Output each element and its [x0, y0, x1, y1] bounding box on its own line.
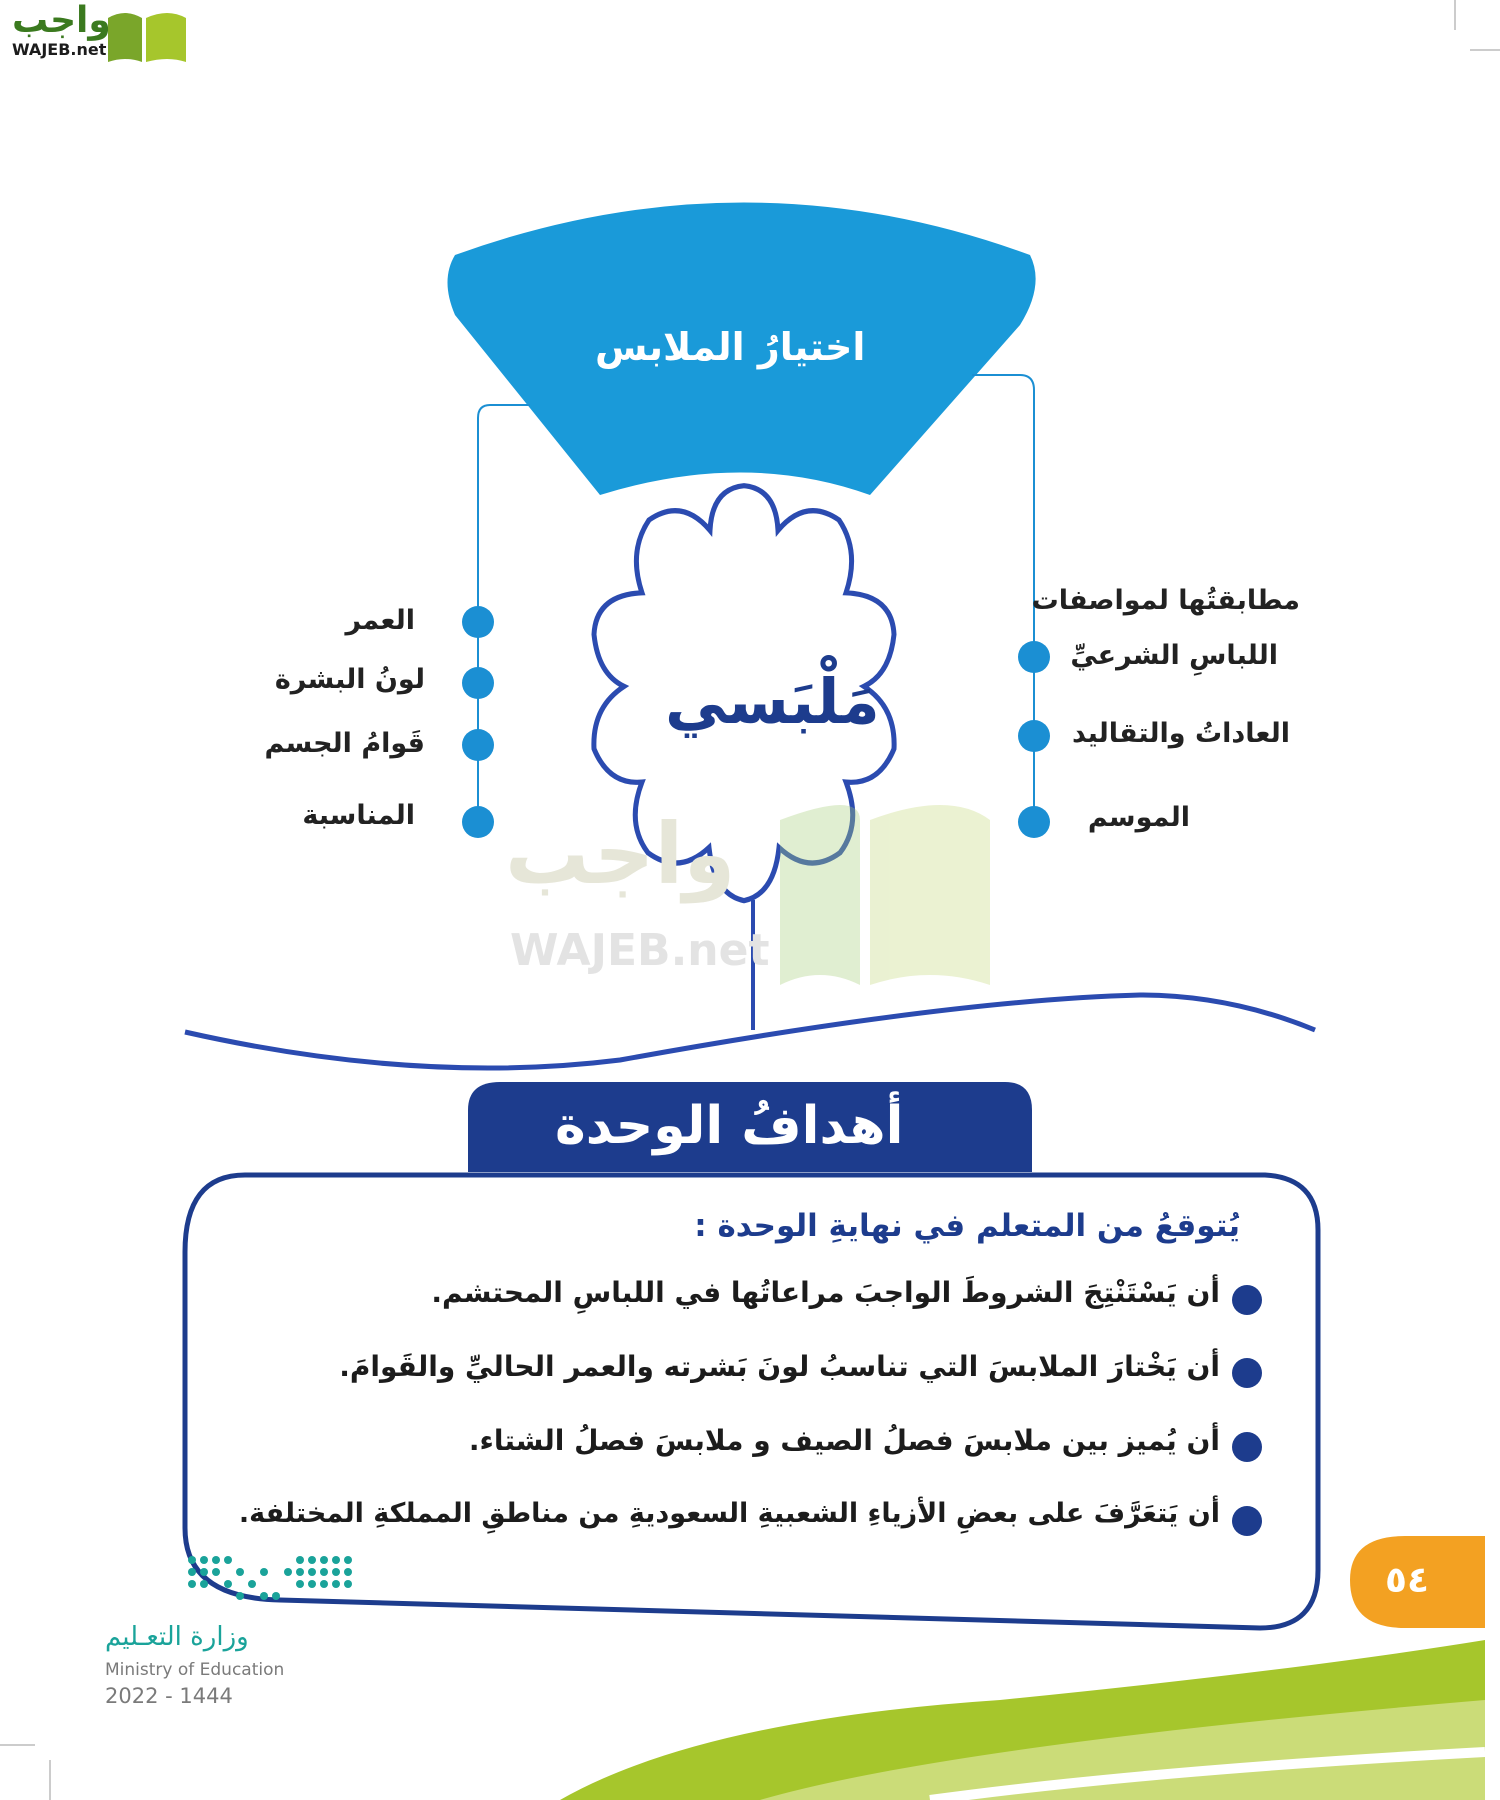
ministry-arabic: وزارة التعـليم	[105, 1622, 249, 1652]
left-item-occasion: المناسبة	[302, 800, 415, 831]
right-item-specs-line2: اللباسِ الشرعيِّ	[1070, 640, 1278, 671]
wajeb-logo-latin: WAJEB.net	[12, 40, 107, 59]
right-dot-1	[1018, 641, 1050, 673]
left-item-skin-color: لونُ البشرة	[274, 664, 425, 695]
left-dot-2	[462, 667, 494, 699]
wajeb-logo-arabic: واجب	[12, 0, 111, 41]
wajeb-logo-book-icon	[108, 13, 186, 62]
ground-curve	[185, 995, 1315, 1068]
objectives-title: أهدافُ الوحدة	[555, 1096, 904, 1156]
left-item-age: العمر	[345, 605, 415, 636]
diagram-header: اختيارُ الملابس	[595, 325, 866, 369]
objective-bullet-4	[1232, 1506, 1262, 1536]
right-dot-2	[1018, 720, 1050, 752]
objective-bullet-2	[1232, 1358, 1262, 1388]
objective-bullet-1	[1232, 1285, 1262, 1315]
right-dot-3	[1018, 806, 1050, 838]
objectives-intro: يُتوقعُ من المتعلم في نهايةِ الوحدة :	[694, 1208, 1240, 1244]
objective-item-3: أن يُميز بين ملابسَ فصلُ الصيف و ملابسَ فصلُ الشتاء.	[468, 1424, 1220, 1457]
objective-item-2: أن يَخْتارَ الملابسَ التي تناسبُ لونَ بَشرته والعمر الحاليِّ والقَوامَ.	[339, 1350, 1220, 1383]
left-dot-4	[462, 806, 494, 838]
diagram-center-label: مَلْبَسي	[665, 665, 880, 738]
left-item-body-shape: قَوامُ الجسم	[264, 728, 425, 759]
watermark-arabic: واجب	[505, 805, 736, 903]
ministry-year: 2022 - 1444	[105, 1684, 233, 1708]
right-item-customs: العاداتُ والتقاليد	[1072, 718, 1290, 749]
page-number: ٥٤	[1385, 1560, 1429, 1601]
objective-item-1: أن يَسْتَنْتِجَ الشروطَ الواجبَ مراعاتُها في اللباسِ المحتشم.	[431, 1276, 1220, 1309]
watermark-book-icon	[780, 805, 990, 985]
watermark-latin: WAJEB.net	[510, 925, 770, 976]
objective-item-4: أن يَتعَرَّفَ على بعضِ الأزياءِ الشعبيةِ السعوديةِ من مناطقِ المملكةِ المختلفة.	[238, 1498, 1220, 1529]
objective-bullet-3	[1232, 1432, 1262, 1462]
right-item-specs-line1: مطابقتُها لمواصفات	[1031, 585, 1300, 616]
ministry-english: Ministry of Education	[105, 1660, 285, 1680]
left-dot-1	[462, 606, 494, 638]
right-item-season: الموسم	[1087, 802, 1190, 833]
left-dot-3	[462, 729, 494, 761]
right-connector	[972, 375, 1034, 822]
